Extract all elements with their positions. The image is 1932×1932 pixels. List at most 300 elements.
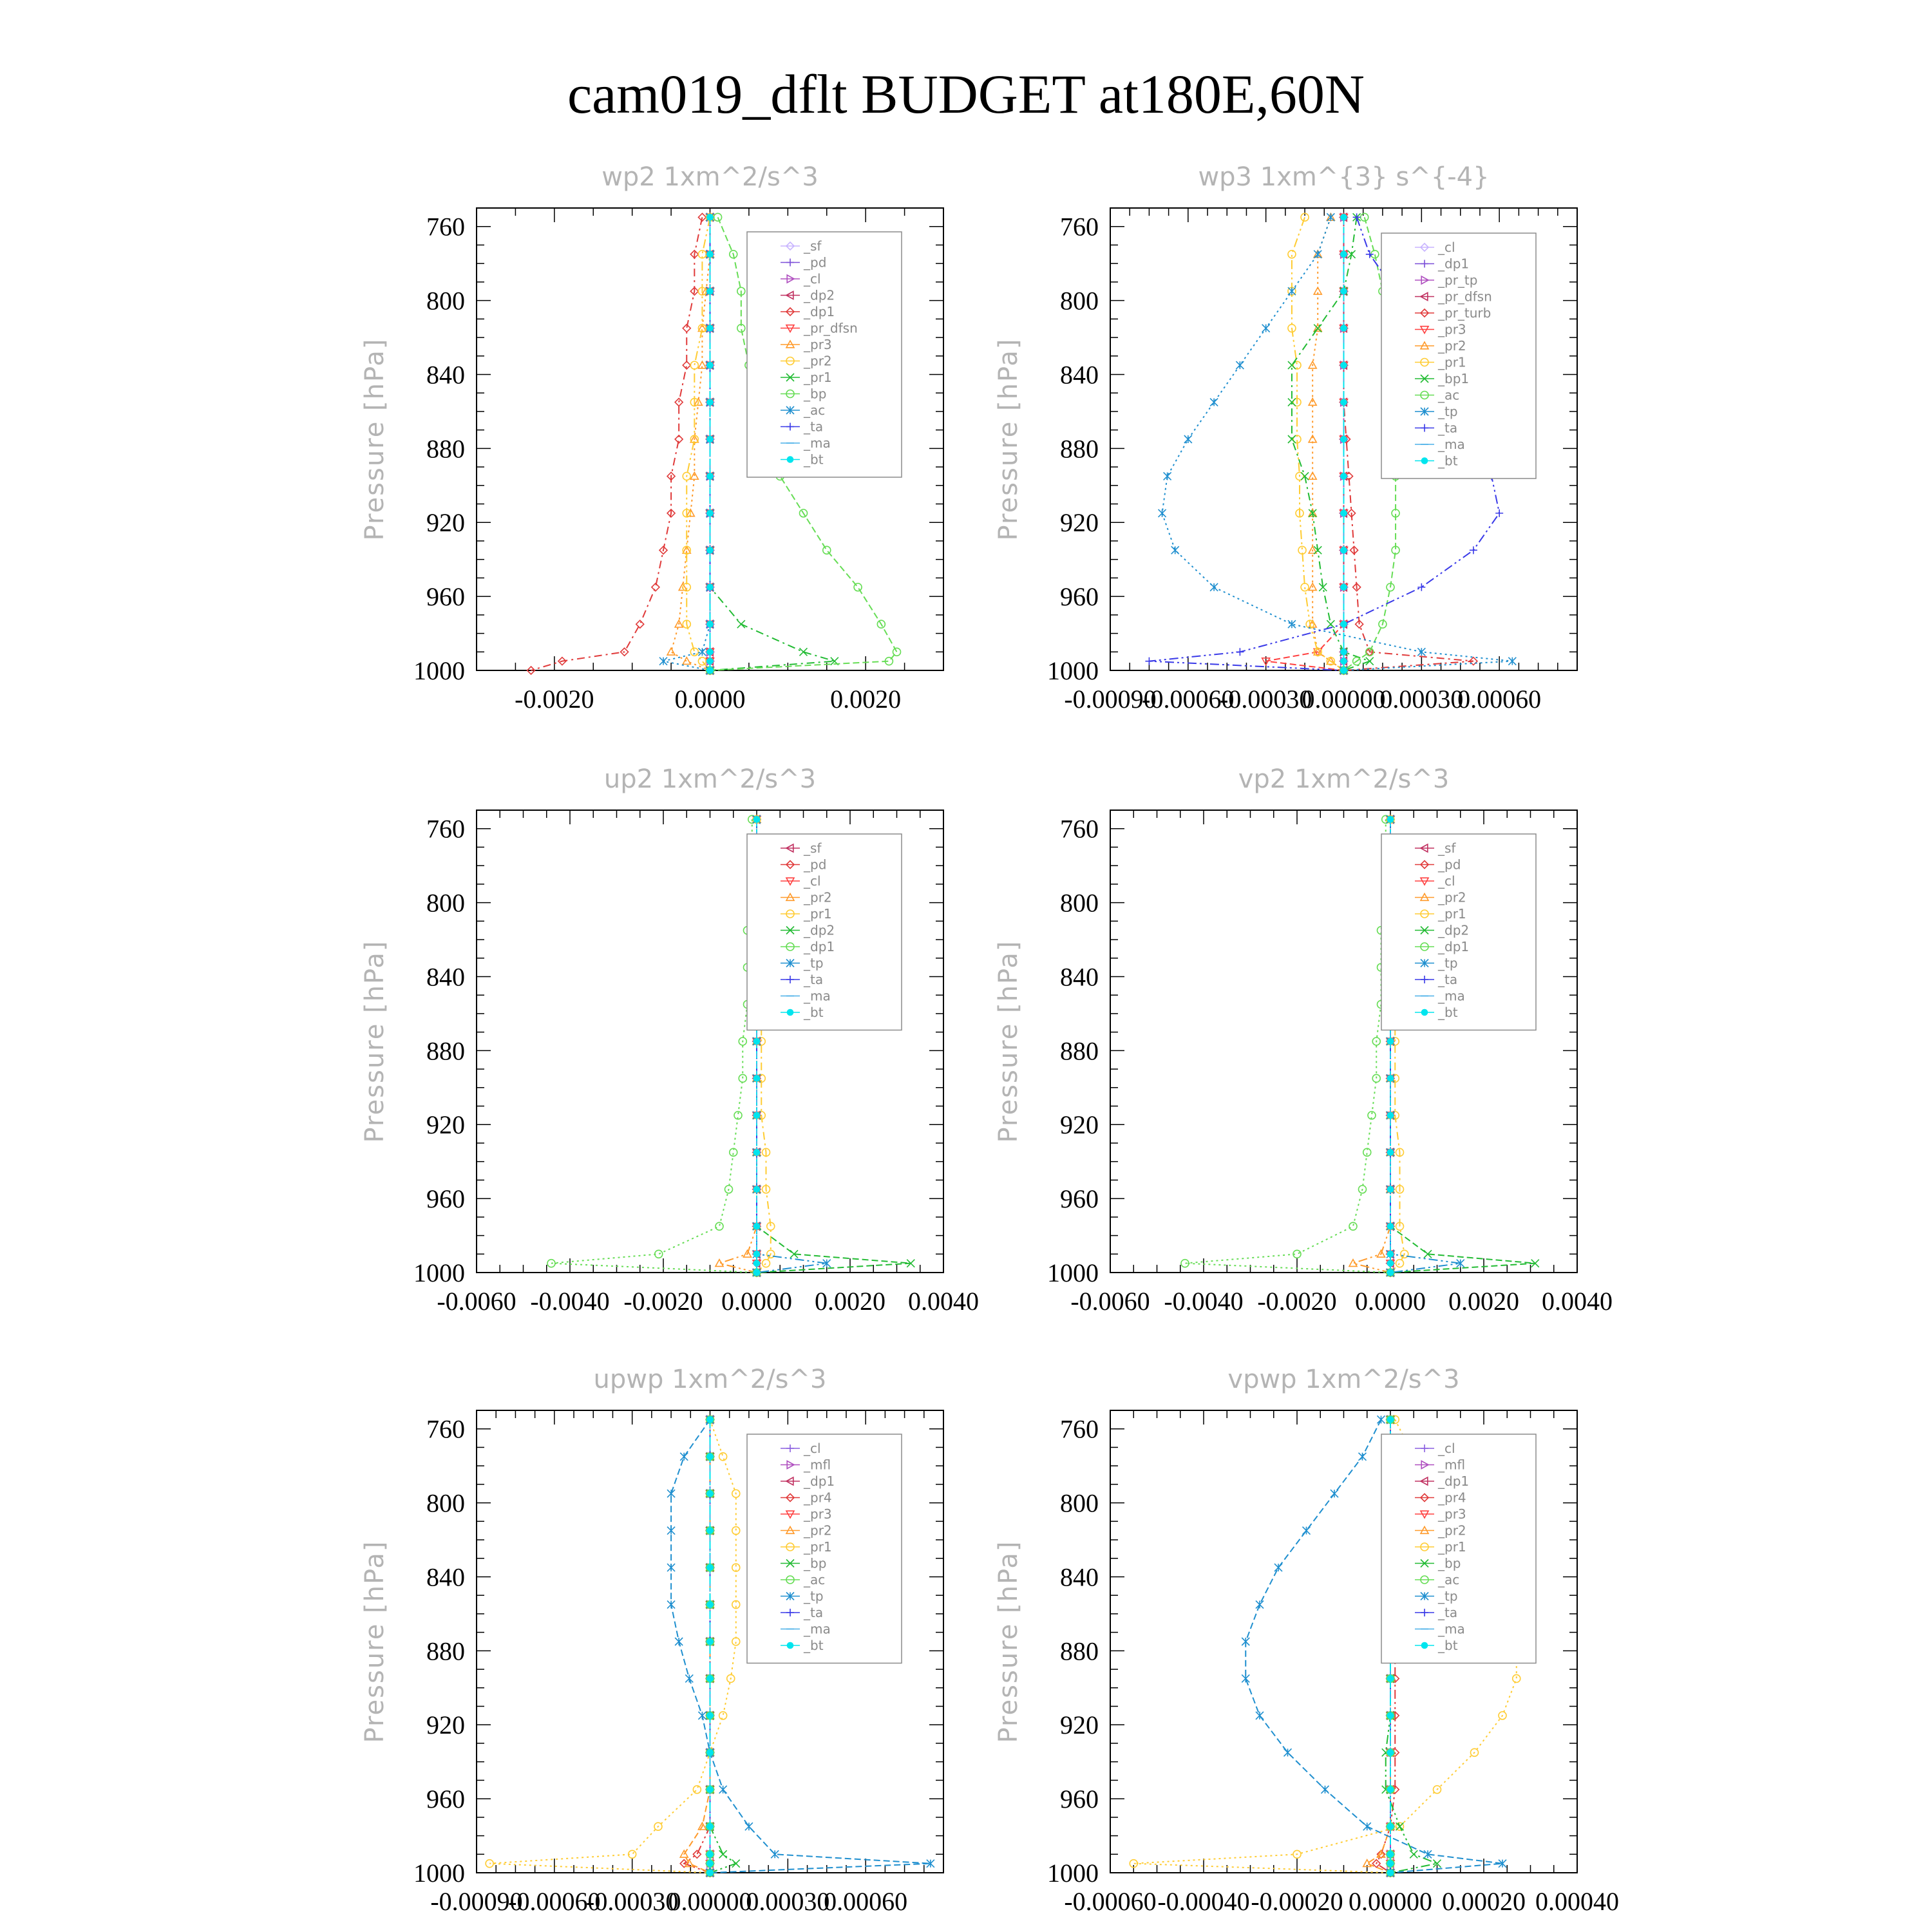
data-point xyxy=(1256,1601,1264,1609)
legend-label: _cl xyxy=(804,1441,821,1456)
series-line xyxy=(1292,217,1344,670)
legend-label: _ma xyxy=(804,1621,831,1637)
data-point xyxy=(707,621,714,627)
data-point xyxy=(1396,1823,1404,1830)
data-point xyxy=(1387,1861,1394,1867)
data-point xyxy=(655,1250,663,1258)
legend xyxy=(1381,1434,1536,1663)
chart-panel-4 xyxy=(994,764,1613,1316)
legend-label: _pr3 xyxy=(1438,1506,1466,1522)
data-point xyxy=(1387,1150,1394,1156)
y-tick-label: 840 xyxy=(426,1562,465,1592)
y-tick-label: 800 xyxy=(426,286,465,316)
data-point xyxy=(732,1527,740,1535)
legend-label: _pd xyxy=(1438,857,1461,873)
legend-label: _ac xyxy=(1438,387,1460,403)
data-point xyxy=(719,1850,727,1858)
legend-label: _cl xyxy=(804,873,821,889)
data-point xyxy=(1288,251,1296,258)
legend-label: _pr2 xyxy=(1438,338,1466,354)
x-tick-label: 0.00000 xyxy=(1302,685,1386,714)
data-point xyxy=(707,399,714,406)
x-tick-label: -0.0040 xyxy=(530,1287,610,1316)
data-point xyxy=(732,1860,740,1868)
y-tick-label: 1000 xyxy=(1047,1859,1099,1888)
data-point xyxy=(1236,361,1244,369)
data-point xyxy=(737,620,745,628)
data-point xyxy=(667,1564,675,1571)
series-pr4 xyxy=(680,1416,714,1877)
data-point xyxy=(1387,1251,1394,1257)
chart-panel-6 xyxy=(994,1365,1619,1916)
legend-label: _pr3 xyxy=(804,337,832,352)
x-tick-label: -0.00030 xyxy=(1220,685,1312,714)
legend-label: _ta xyxy=(1438,420,1458,436)
legend-label: _pr1 xyxy=(804,370,832,385)
data-point xyxy=(1341,214,1347,221)
legend-label: _ma xyxy=(1438,1621,1465,1637)
data-point xyxy=(1341,510,1347,516)
data-point xyxy=(1387,1676,1394,1682)
legend-label: _sf xyxy=(1438,840,1456,856)
legend-label: _bt xyxy=(1438,1638,1458,1653)
data-point xyxy=(1363,1823,1371,1830)
legend-label: _sf xyxy=(804,238,822,254)
series-bt xyxy=(707,1417,714,1876)
legend-label: _pr_dfsn xyxy=(804,320,858,336)
data-point xyxy=(1387,1712,1394,1719)
y-tick-label: 800 xyxy=(1060,888,1099,918)
data-point xyxy=(1341,667,1347,674)
legend-label: _pr2 xyxy=(1438,1522,1466,1539)
panel-title: vpwp 1xm^2/s^3 xyxy=(1227,1365,1460,1394)
data-point xyxy=(1349,1260,1357,1267)
data-point xyxy=(698,658,706,665)
legend-label: _bt xyxy=(804,1005,824,1020)
x-tick-label: 0.00060 xyxy=(1457,685,1542,714)
legend-label: _pr_tp xyxy=(1438,272,1478,288)
y-tick-label: 840 xyxy=(1060,962,1099,992)
legend-label: _tp xyxy=(1438,955,1458,971)
data-point xyxy=(1341,325,1347,332)
data-point xyxy=(690,648,698,656)
x-tick-label: -0.00090 xyxy=(1064,685,1157,714)
legend-marker xyxy=(1421,458,1428,464)
y-tick-label: 880 xyxy=(1060,1036,1099,1066)
x-tick-label: -0.0040 xyxy=(1164,1287,1244,1316)
series-line xyxy=(710,1419,736,1873)
data-point xyxy=(707,1823,714,1830)
legend-label: _ac xyxy=(1438,1572,1460,1587)
data-point xyxy=(659,658,667,665)
data-point xyxy=(707,1490,714,1497)
legend-marker xyxy=(787,1642,793,1649)
data-point xyxy=(715,1260,723,1267)
legend xyxy=(1381,233,1536,478)
data-point xyxy=(1366,658,1374,665)
series-line xyxy=(1312,217,1343,670)
data-point xyxy=(707,362,714,368)
y-tick-label: 880 xyxy=(1060,434,1099,464)
data-point xyxy=(1410,1850,1417,1858)
data-point xyxy=(1284,1748,1292,1756)
data-point xyxy=(1341,584,1347,591)
legend-label: _pr2 xyxy=(1438,889,1466,905)
y-axis-label: Pressure [hPa] xyxy=(360,1540,390,1743)
data-point xyxy=(707,1564,714,1571)
legend-label: _dp1 xyxy=(1438,939,1470,954)
y-tick-label: 800 xyxy=(426,888,465,918)
data-point xyxy=(707,1417,714,1423)
data-point xyxy=(753,817,760,823)
data-point xyxy=(1262,325,1270,332)
panel-title: wp2 1xm^2/s^3 xyxy=(601,162,819,192)
legend-label: _bp xyxy=(1438,1555,1461,1571)
data-point xyxy=(893,648,901,656)
panel-title: wp3 1xm^{3} s^{-4} xyxy=(1198,162,1490,192)
legend-label: _mfl xyxy=(804,1457,831,1473)
data-point xyxy=(1145,658,1153,665)
data-point xyxy=(1387,1223,1394,1229)
data-point xyxy=(1301,583,1309,591)
data-point xyxy=(707,1750,714,1756)
legend-label: _bt xyxy=(804,451,824,468)
x-tick-label: 0.00000 xyxy=(668,1887,752,1916)
data-point xyxy=(707,1602,714,1608)
data-point xyxy=(1341,547,1347,554)
data-point xyxy=(1387,1075,1394,1082)
panel-title: vp2 1xm^2/s^3 xyxy=(1238,764,1450,794)
data-point xyxy=(667,648,675,655)
data-point xyxy=(707,1870,714,1876)
data-point xyxy=(707,667,714,674)
data-point xyxy=(800,648,808,656)
x-tick-label: 0.0040 xyxy=(1542,1287,1613,1316)
legend-label: _ma xyxy=(804,435,831,451)
data-point xyxy=(1341,288,1347,294)
x-tick-label: 0.0040 xyxy=(908,1287,979,1316)
legend-label: _cl xyxy=(1438,240,1455,255)
legend-label: _cl xyxy=(804,271,821,287)
x-tick-label: -0.00040 xyxy=(1157,1887,1250,1916)
data-point xyxy=(753,1075,760,1082)
y-tick-label: 800 xyxy=(426,1488,465,1518)
legend-label: _pr1 xyxy=(1438,1539,1466,1555)
chart-panel-3 xyxy=(360,764,979,1316)
data-point xyxy=(707,1851,714,1857)
legend-label: _pr1 xyxy=(1438,906,1466,922)
legend-marker xyxy=(1421,1009,1428,1016)
data-point xyxy=(753,1251,760,1257)
data-point xyxy=(707,1454,714,1460)
x-tick-label: 0.0000 xyxy=(674,685,746,714)
legend-label: _dp1 xyxy=(1438,1473,1470,1489)
y-axis-label: Pressure [hPa] xyxy=(360,337,390,541)
legend-label: _pr2 xyxy=(804,1522,832,1539)
data-point xyxy=(707,547,714,554)
y-tick-label: 880 xyxy=(426,1636,465,1666)
y-tick-label: 760 xyxy=(1060,212,1099,242)
series-line xyxy=(551,819,757,1273)
data-point xyxy=(1387,1786,1394,1793)
y-tick-label: 760 xyxy=(1060,814,1099,844)
legend-label: _tp xyxy=(804,955,824,971)
y-tick-label: 1000 xyxy=(413,656,465,685)
legend-label: _dp2 xyxy=(804,922,835,938)
y-tick-label: 1000 xyxy=(413,1859,465,1888)
x-tick-label: 0.0000 xyxy=(1355,1287,1426,1316)
data-point xyxy=(719,1453,727,1461)
data-point xyxy=(1274,1564,1282,1571)
data-point xyxy=(1341,251,1347,258)
data-point xyxy=(707,658,714,665)
data-point xyxy=(1288,435,1296,443)
y-tick-label: 760 xyxy=(1060,1414,1099,1444)
legend-label: _dp1 xyxy=(804,1473,835,1489)
legend-label: _ac xyxy=(804,1572,826,1587)
legend-label: _cl xyxy=(1438,873,1455,889)
data-point xyxy=(1242,1638,1249,1645)
legend-label: _pr2 xyxy=(804,353,832,369)
data-point xyxy=(753,1150,760,1156)
data-point xyxy=(1331,1490,1338,1497)
y-tick-label: 840 xyxy=(1060,1562,1099,1592)
y-axis-label: Pressure [hPa] xyxy=(994,1540,1023,1743)
series-dp1 xyxy=(527,213,706,674)
legend-label: _bt xyxy=(1438,1005,1458,1020)
data-point xyxy=(719,1786,727,1794)
y-tick-label: 960 xyxy=(426,1785,465,1814)
y-tick-label: 920 xyxy=(1060,1110,1099,1140)
data-point xyxy=(1303,1527,1311,1535)
data-point xyxy=(707,325,714,332)
data-point xyxy=(1164,472,1171,480)
series-line xyxy=(684,1419,710,1873)
data-point xyxy=(1327,620,1334,628)
legend-label: _pr3 xyxy=(1438,321,1466,337)
legend-label: _pr4 xyxy=(804,1490,832,1506)
data-point xyxy=(667,1601,675,1609)
data-point xyxy=(1236,648,1244,656)
y-axis-label: Pressure [hPa] xyxy=(360,940,390,1143)
data-point xyxy=(707,1528,714,1534)
figure-title: cam019_dflt BUDGET at180E,60N xyxy=(567,63,1365,125)
series-line xyxy=(531,217,703,670)
series-pr2 xyxy=(680,1416,714,1875)
data-point xyxy=(753,1223,760,1229)
x-tick-label: -0.0020 xyxy=(515,685,594,714)
legend xyxy=(747,1434,902,1663)
legend xyxy=(747,834,902,1030)
series-line xyxy=(671,217,710,670)
legend-label: _tp xyxy=(1438,1588,1458,1604)
x-tick-label: 0.00060 xyxy=(824,1887,908,1916)
legend-label: _dp2 xyxy=(804,287,835,303)
legend-label: _dp1 xyxy=(1438,256,1470,272)
legend-label: _ta xyxy=(1438,1605,1458,1620)
y-tick-label: 920 xyxy=(1060,1710,1099,1740)
data-point xyxy=(1181,1260,1189,1267)
data-point xyxy=(680,1453,688,1461)
data-point xyxy=(707,473,714,480)
legend-label: _cl xyxy=(1438,1441,1455,1456)
data-point xyxy=(1321,1786,1329,1794)
series-dp1 xyxy=(1181,815,1394,1276)
legend-label: _pr1 xyxy=(1438,354,1466,370)
series-line xyxy=(684,1419,710,1873)
legend-label: _dp1 xyxy=(804,304,835,319)
legend-label: _bt xyxy=(1438,453,1458,469)
data-point xyxy=(667,1490,675,1497)
data-point xyxy=(1171,546,1179,554)
data-point xyxy=(675,1638,683,1645)
data-point xyxy=(1288,287,1296,295)
data-point xyxy=(1387,1186,1394,1193)
data-point xyxy=(1387,817,1394,823)
data-point xyxy=(707,510,714,516)
data-point xyxy=(698,1712,706,1719)
legend-label: _pr1 xyxy=(804,1539,832,1555)
data-point xyxy=(732,1638,740,1645)
data-point xyxy=(1288,399,1296,406)
y-tick-label: 1000 xyxy=(1047,656,1099,685)
y-tick-label: 840 xyxy=(426,360,465,390)
data-point xyxy=(1359,1453,1367,1461)
legend-label: _ta xyxy=(804,1605,824,1620)
y-tick-label: 880 xyxy=(1060,1636,1099,1666)
data-point xyxy=(1387,1870,1394,1876)
series-dp1 xyxy=(547,815,761,1276)
x-tick-label: 0.00030 xyxy=(1379,685,1464,714)
data-point xyxy=(1495,509,1503,517)
y-tick-label: 920 xyxy=(426,1110,465,1140)
data-point xyxy=(1387,1112,1394,1119)
data-point xyxy=(1396,1260,1404,1267)
legend-label: _ta xyxy=(804,972,824,987)
series-pr2 xyxy=(683,213,714,674)
data-point xyxy=(1210,583,1218,591)
y-tick-label: 840 xyxy=(426,962,465,992)
data-point xyxy=(753,1112,760,1119)
x-tick-label: 0.0020 xyxy=(830,685,902,714)
x-tick-label: -0.00060 xyxy=(1064,1887,1157,1916)
data-point xyxy=(715,1222,723,1230)
series-pr1 xyxy=(486,1416,740,1877)
series-pr2 xyxy=(1309,213,1347,673)
data-point xyxy=(636,620,644,628)
data-point xyxy=(1387,1750,1394,1756)
y-axis-label: Pressure [hPa] xyxy=(994,337,1023,541)
legend-label: _ta xyxy=(1438,972,1458,987)
legend-label: _ta xyxy=(804,419,824,435)
data-point xyxy=(693,1786,701,1794)
x-tick-label: -0.0020 xyxy=(623,1287,703,1316)
x-tick-label: 0.00030 xyxy=(746,1887,830,1916)
x-tick-label: -0.00030 xyxy=(586,1887,679,1916)
data-point xyxy=(1417,583,1425,591)
data-point xyxy=(707,436,714,442)
legend-label: _sf xyxy=(804,840,822,856)
legend-label: _ma xyxy=(1438,437,1465,452)
y-axis-label: Pressure [hPa] xyxy=(994,940,1023,1143)
legend-label: _pr3 xyxy=(804,1506,832,1522)
y-tick-label: 960 xyxy=(426,1184,465,1214)
data-point xyxy=(1417,648,1425,656)
y-tick-label: 920 xyxy=(1060,508,1099,538)
y-tick-label: 760 xyxy=(426,814,465,844)
data-point xyxy=(1349,1222,1357,1230)
data-point xyxy=(1513,1674,1520,1682)
chart-panel-2 xyxy=(994,162,1577,714)
series-pr3 xyxy=(1262,214,1348,674)
legend-label: _bp1 xyxy=(1438,371,1470,386)
data-point xyxy=(1378,1416,1385,1423)
x-tick-label: -0.00090 xyxy=(430,1887,523,1916)
legend-marker xyxy=(787,1009,793,1016)
legend xyxy=(747,232,902,477)
y-tick-label: 760 xyxy=(426,1414,465,1444)
x-tick-label: -0.0020 xyxy=(1257,1287,1337,1316)
data-point xyxy=(823,546,831,554)
x-tick-label: -0.00020 xyxy=(1251,1887,1343,1916)
data-point xyxy=(1387,1260,1394,1267)
y-tick-label: 1000 xyxy=(413,1258,465,1287)
data-point xyxy=(1387,1823,1394,1830)
legend-label: _ac xyxy=(804,402,826,418)
data-point xyxy=(707,288,714,294)
data-point xyxy=(1309,435,1316,442)
legend-label: _mfl xyxy=(1438,1457,1466,1473)
x-tick-label: 0.0020 xyxy=(815,1287,886,1316)
legend-label: _pr2 xyxy=(804,889,832,905)
y-tick-label: 1000 xyxy=(1047,1258,1099,1287)
series-bt xyxy=(707,214,714,674)
data-point xyxy=(707,649,714,655)
x-tick-label: 0.00040 xyxy=(1535,1887,1619,1916)
x-tick-label: -0.00060 xyxy=(508,1887,601,1916)
data-point xyxy=(707,1861,714,1867)
legend-label: _ma xyxy=(1438,988,1465,1004)
data-point xyxy=(753,1269,760,1276)
x-tick-label: 0.0020 xyxy=(1448,1287,1519,1316)
legend-label: _bp xyxy=(804,386,827,402)
data-point xyxy=(1387,1038,1394,1045)
data-point xyxy=(1341,649,1347,655)
x-tick-label: 0.00000 xyxy=(1349,1887,1432,1916)
legend-label: _pr_turb xyxy=(1438,305,1492,321)
data-point xyxy=(1256,1712,1264,1719)
x-tick-label: -0.00060 xyxy=(1142,685,1235,714)
data-point xyxy=(685,1674,693,1682)
data-point xyxy=(1341,621,1347,627)
y-tick-label: 880 xyxy=(426,434,465,464)
data-point xyxy=(667,1527,675,1535)
data-point xyxy=(707,1638,714,1645)
y-tick-label: 960 xyxy=(426,582,465,612)
series-line xyxy=(1266,217,1344,670)
legend-label: _pr_dfsn xyxy=(1438,289,1492,305)
data-point xyxy=(762,1260,770,1267)
data-point xyxy=(707,1712,714,1719)
data-point xyxy=(707,1786,714,1793)
legend-label: _pr4 xyxy=(1438,1490,1466,1506)
data-point xyxy=(753,1038,760,1045)
data-point xyxy=(1341,362,1347,368)
data-point xyxy=(1387,1269,1394,1276)
legend-label: _tp xyxy=(804,1588,824,1604)
y-tick-label: 880 xyxy=(426,1036,465,1066)
x-tick-label: 0.0000 xyxy=(721,1287,792,1316)
